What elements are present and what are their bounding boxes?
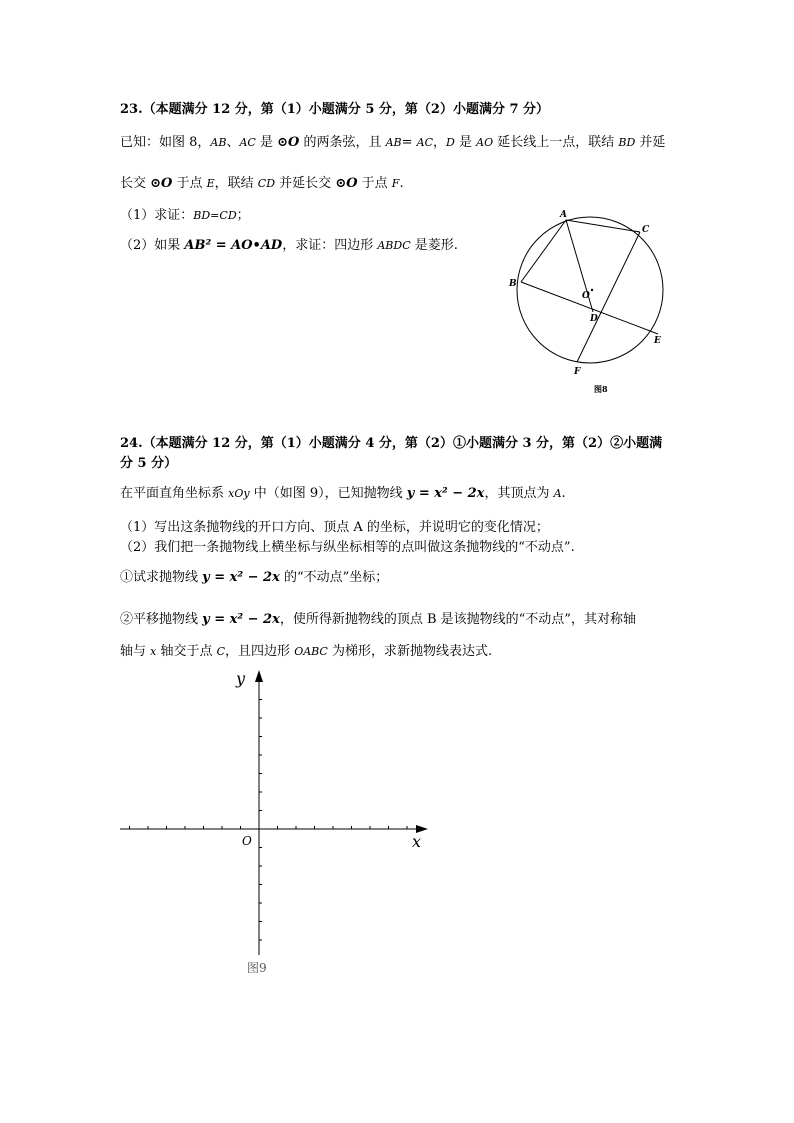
label-b: B bbox=[509, 279, 517, 289]
q24-part1: （1）写出这条抛物线的开口方向、顶点 A 的坐标，并说明它的变化情况； bbox=[120, 520, 549, 535]
label-o: O bbox=[582, 291, 590, 301]
q24-stem: 在平面直角坐标系 xOy 中（如图 9），已知抛物线 y = x² − 2x，其顶点为 A. bbox=[120, 486, 566, 501]
q23-stem-line2: 长交 ⊙O 于点 E，联结 CD 并延长交 ⊙O 于点 F. bbox=[120, 176, 404, 191]
figure-9 bbox=[110, 660, 440, 980]
q24-sub2: ②平移抛物线 y = x² − 2x，使所得新抛物线的顶点 B 是该抛物线的“不动点”，其对称轴 bbox=[120, 612, 636, 627]
figure-8 bbox=[500, 200, 690, 400]
q24-sub1: ①试求抛物线 y = x² − 2x 的“不动点”坐标； bbox=[120, 570, 389, 585]
label-c: C bbox=[642, 225, 650, 235]
segment-be bbox=[521, 282, 658, 334]
y-axis-arrow bbox=[255, 670, 263, 682]
q23-stem-line1: 已知：如图 8，AB、AC 是 ⊙O 的两条弦，且 AB= AC，D 是 AO 延长线上一点，联结 BD 并延 bbox=[120, 135, 666, 150]
label-e: E bbox=[654, 336, 661, 346]
y-axis-label: y bbox=[236, 669, 246, 688]
figure-8-caption: 图8 bbox=[594, 384, 608, 394]
figure-9-caption: 图9 bbox=[247, 961, 267, 975]
segment-ac bbox=[566, 220, 640, 232]
x-axis-label: x bbox=[412, 832, 422, 851]
circle-o bbox=[517, 217, 663, 363]
q24-sub2-line2: 轴与 x 轴交于点 C，且四边形 OABC 为梯形，求新抛物线表达式. bbox=[120, 644, 493, 659]
q23-part2: （2）如果 AB² = AO•AD，求证：四边形 ABDC 是菱形. bbox=[120, 238, 458, 253]
label-d: D bbox=[590, 314, 598, 324]
point-o bbox=[591, 289, 593, 291]
q23-part1: （1）求证：BD=CD； bbox=[120, 208, 250, 223]
label-f: F bbox=[574, 367, 581, 377]
origin-label: O bbox=[242, 834, 252, 848]
q24-part2: （2）我们把一条抛物线上横坐标与纵坐标相等的点叫做这条抛物线的“不动点”. bbox=[120, 540, 575, 555]
q24-title-line1: 24.（本题满分 12 分，第（1）小题满分 4 分，第（2）①小题满分 3 分，第（2）②小题满 bbox=[120, 436, 663, 451]
q23-title: 23.（本题满分 12 分，第（1）小题满分 5 分，第（2）小题满分 7 分） bbox=[120, 102, 550, 117]
q24-title-line2: 分 5 分） bbox=[120, 456, 178, 471]
label-a: A bbox=[560, 210, 567, 220]
